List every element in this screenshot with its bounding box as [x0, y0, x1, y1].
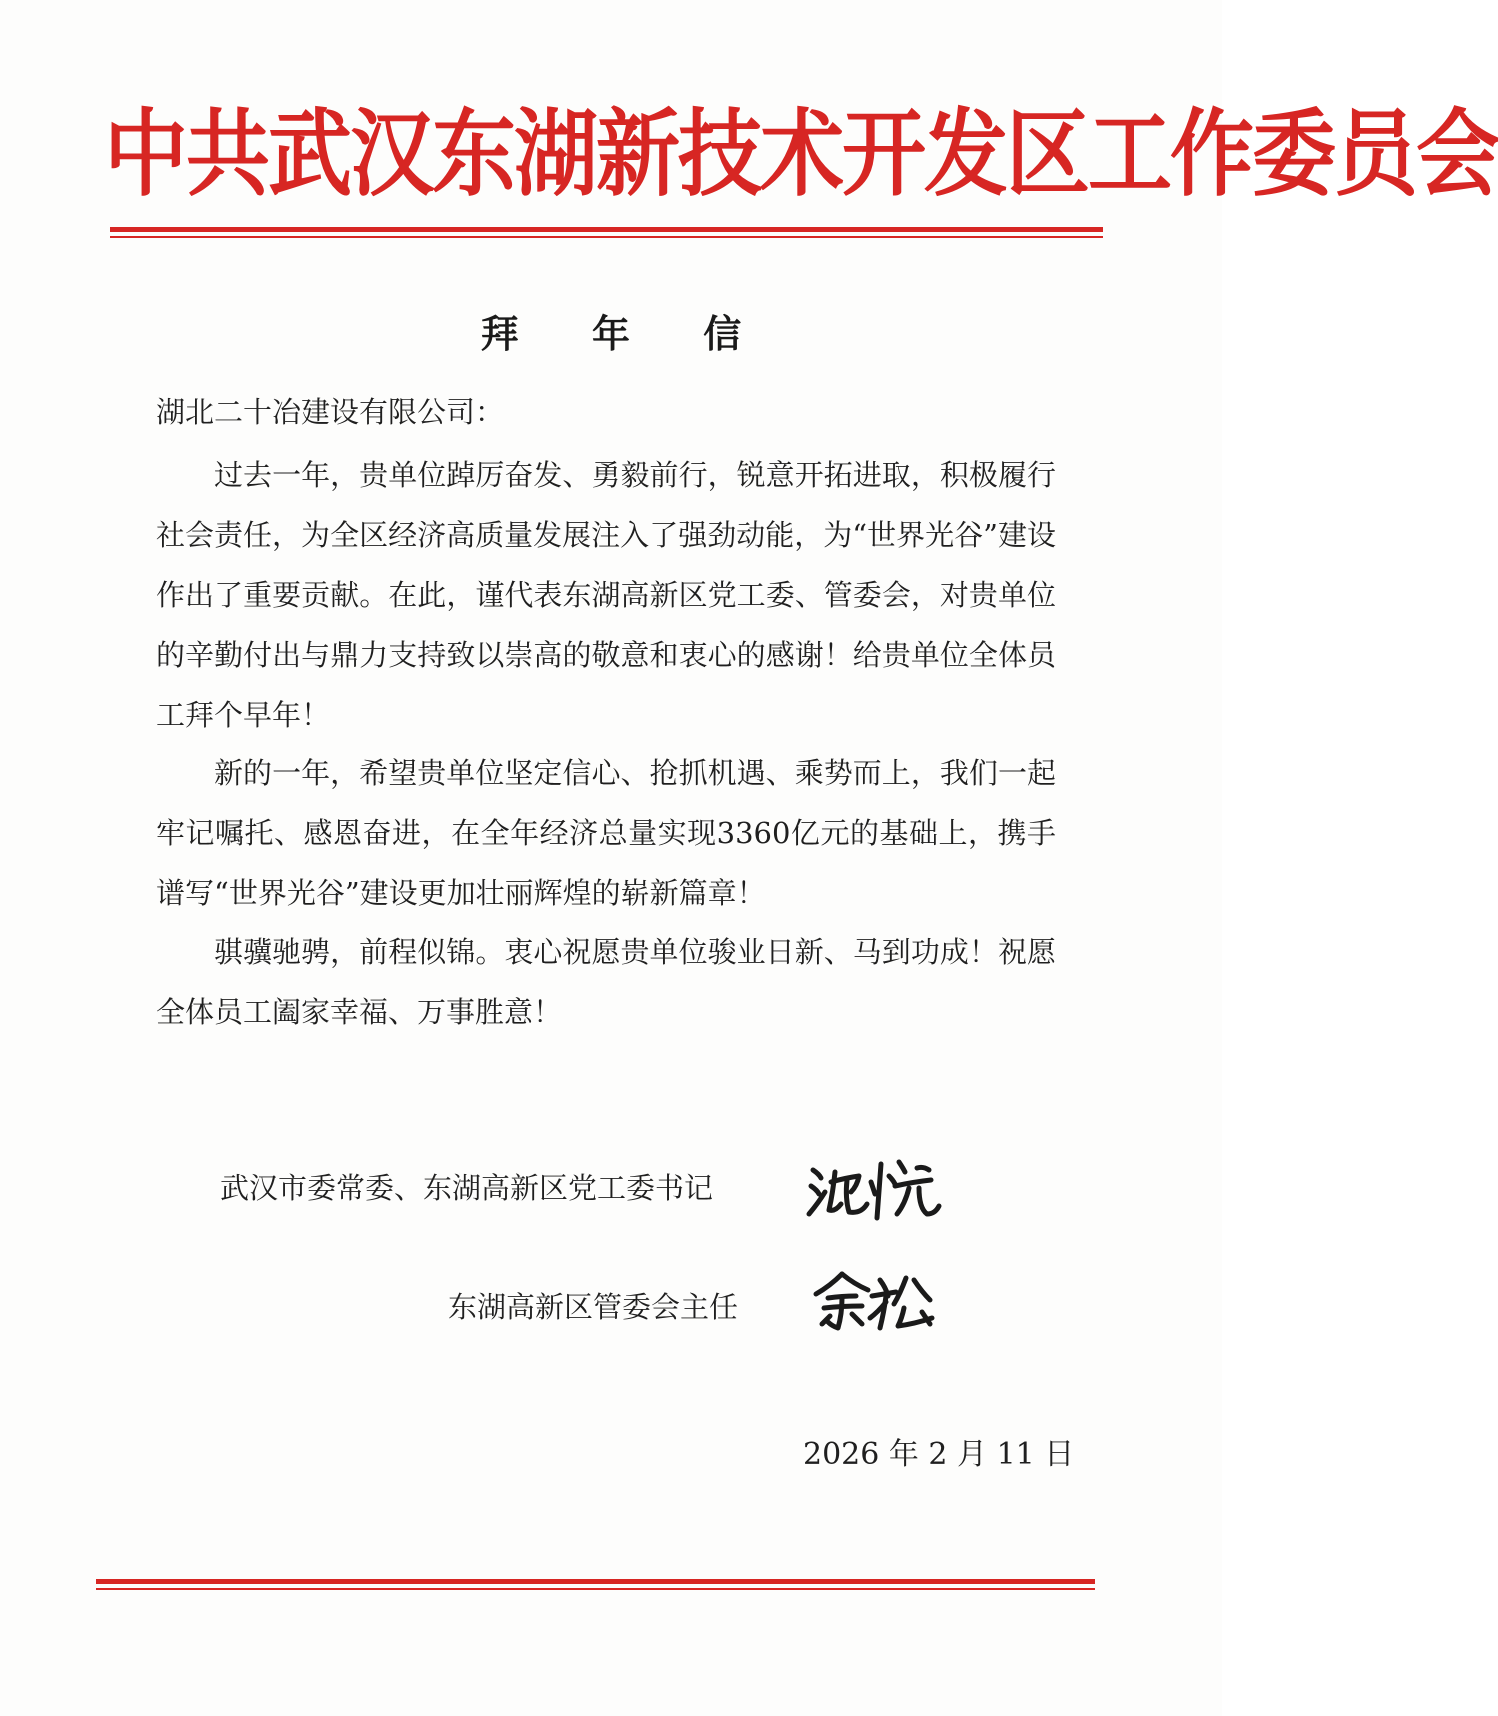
paragraph-1: 过去一年，贵单位踔厉奋发、勇毅前行，锐意开拓进取，积极履行社会责任，为全区经济高质量发展注入了强劲动能，为“世界光谷”建设作出了重要贡献。在此，谨代表东湖高新区党工委、管委会，对贵单位的辛勤付出与鼎力支持致以崇高的敬意和衷心的感谢！给贵单位全体员工拜个早年！ — [156, 458, 1056, 732]
header-rule-thick — [110, 227, 1103, 232]
letter-title: 拜 年 信 — [480, 312, 772, 356]
signer-2-title: 东湖高新区管委会主任 — [448, 1290, 739, 1324]
signature-2-handwriting — [810, 1268, 940, 1333]
header-rule-thin — [110, 236, 1103, 238]
salutation: 湖北二十冶建设有限公司： — [156, 395, 505, 429]
footer-rule-thick — [96, 1579, 1095, 1584]
paragraph-2: 新的一年，希望贵单位坚定信心、抢抓机遇、乘势而上，我们一起牢记嘱托、感恩奋进，在全年经济总量实现3360亿元的基础上，携手谱写“世界光谷”建设更加壮丽辉煌的崭新篇章！ — [156, 756, 1056, 910]
footer-rule-thin — [96, 1588, 1095, 1590]
signature-1-handwriting — [805, 1152, 945, 1222]
organization-header: 中共武汉东湖新技术开发区工作委员会 — [104, 99, 1498, 209]
paragraph-3: 骐骥驰骋，前程似锦。衷心祝愿贵单位骏业日新、马到功成！祝愿全体员工阖家幸福、万事胜意！ — [156, 935, 1056, 1029]
signer-1-title: 武汉市委常委、东湖高新区党工委书记 — [220, 1171, 714, 1205]
letter-date: 2026 年 2 月 11 日 — [803, 1437, 1075, 1472]
